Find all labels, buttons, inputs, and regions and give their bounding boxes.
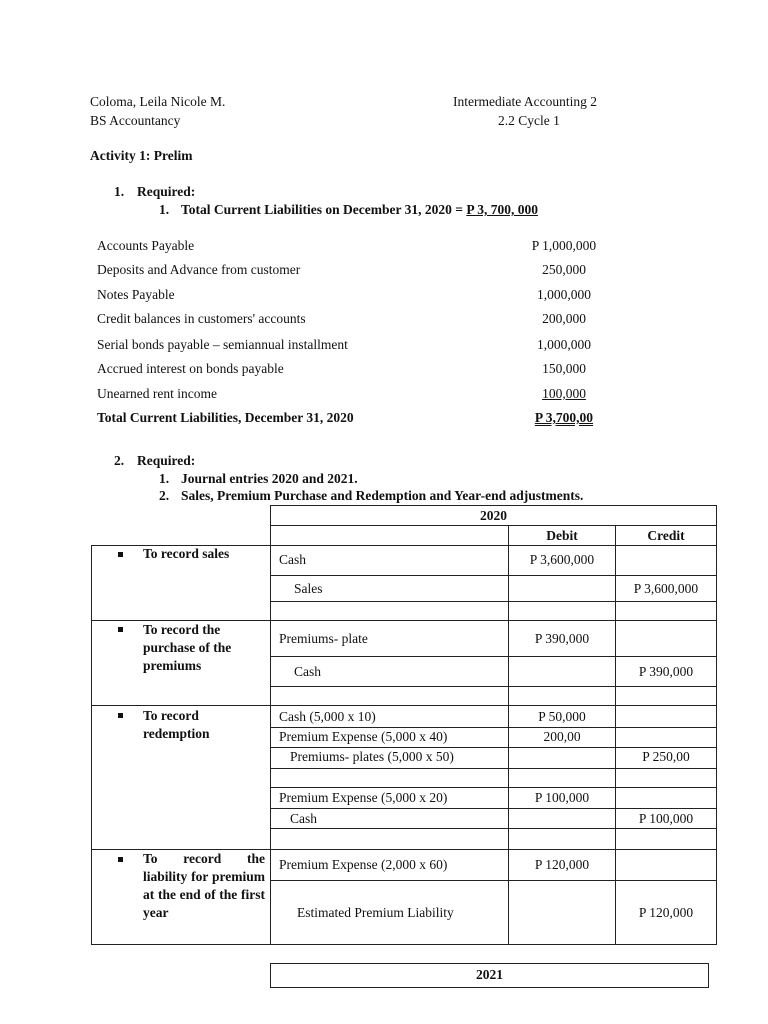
account-premiums-plate: Premiums- plate: [279, 631, 368, 646]
part2-sub-number-1: 1.: [159, 471, 170, 486]
account-estimated-premium-liability: Estimated Premium Liability: [297, 905, 454, 920]
liability-label-2: Deposits and Advance from customer: [97, 262, 301, 277]
part1-question: [181, 202, 538, 218]
row-line: [270, 747, 717, 748]
activity-title: Activity 1: Prelim: [90, 148, 193, 163]
part2-sub-number-2: 2.: [159, 488, 170, 503]
debit-amount: 200,00: [543, 729, 581, 744]
liability-label-7: Unearned rent income: [97, 386, 217, 401]
account-premium-expense: Premium Expense (5,000 x 20): [279, 790, 448, 805]
part1-required-label: Required:: [137, 184, 196, 199]
row-line: [270, 787, 717, 788]
liability-amount-4: 200,000: [542, 311, 586, 326]
year-header-2021: 2021: [270, 963, 709, 988]
row-line: [270, 620, 717, 621]
section: 2.2 Cycle 1: [498, 113, 560, 128]
credit-amount: P 3,600,000: [633, 581, 699, 596]
credit-amount: P 120,000: [638, 905, 694, 920]
entries-grid: [270, 545, 717, 945]
liability-label-5: Serial bonds payable – semiannual installment: [97, 337, 348, 352]
debit-amount: P 3,600,000: [529, 552, 595, 567]
student-name: Coloma, Leila Nicole M.: [90, 94, 226, 109]
liability-label-3: Notes Payable: [97, 287, 175, 302]
liability-amount-6: 150,000: [542, 361, 586, 376]
liability-amount-5: 1,000,000: [537, 337, 591, 352]
liability-amount-2: 250,000: [542, 262, 586, 277]
account-cash: Cash: [279, 552, 306, 567]
row-line: [270, 686, 717, 687]
part1-sub-number: 1.: [159, 202, 170, 217]
description-sales: To record sales: [143, 546, 230, 561]
account-premium-expense: Premium Expense (2,000 x 60): [279, 857, 448, 872]
credit-column-line: [615, 545, 616, 945]
total-liabilities-amount: P 3,700,00: [534, 410, 594, 425]
row-line: [270, 705, 717, 706]
account-premiums-plates: Premiums- plates (5,000 x 50): [290, 749, 454, 764]
credit-amount: P 100,000: [638, 811, 694, 826]
total-liabilities-label: Total Current Liabilities, December 31, 2020: [97, 410, 354, 425]
description-purchase: To record the purchase of the premiums: [143, 622, 232, 673]
account-cash: Cash: [294, 664, 321, 679]
part1-number: 1.: [114, 184, 125, 199]
part2-sub-text-2: Sales, Premium Purchase and Redemption and Year-end adjustments.: [181, 488, 584, 503]
debit-column-line: [508, 545, 509, 945]
credit-header: Credit: [615, 525, 717, 546]
account-premium-expense: Premium Expense (5,000 x 40): [279, 729, 448, 744]
liability-label-4: Credit balances in customers' accounts: [97, 311, 306, 326]
year-header-2020: 2020: [270, 505, 717, 526]
row-line: [270, 575, 717, 576]
part1-answer: P 3, 700, 000: [466, 202, 538, 217]
part1-question-text: Total Current Liabilities on December 31, 2020 =: [181, 202, 467, 217]
bullet-icon: [118, 627, 123, 632]
account-sales: Sales: [294, 581, 323, 596]
row-line: [270, 601, 717, 602]
debit-header: Debit: [508, 525, 616, 546]
bullet-icon: [118, 713, 123, 718]
row-line: [270, 727, 717, 728]
liability-amount-7: 100,000: [542, 386, 586, 401]
description-redemption: To record redemption: [143, 708, 210, 741]
row-line: [270, 849, 717, 850]
liability-label-6: Accrued interest on bonds payable: [97, 361, 284, 376]
row-line: [270, 656, 717, 657]
account-cash-redemption: Cash (5,000 x 10): [279, 709, 376, 724]
debit-amount: P 50,000: [538, 709, 586, 724]
row-line: [270, 808, 717, 809]
liability-amount-3: 1,000,000: [537, 287, 591, 302]
bullet-icon: [118, 857, 123, 862]
row-line: [270, 880, 717, 881]
part2-required-label: Required:: [137, 453, 196, 468]
liability-amount-1: P 1,000,000: [531, 238, 597, 253]
part2-number: 2.: [114, 453, 125, 468]
debit-amount: P 390,000: [534, 631, 590, 646]
bullet-icon: [118, 552, 123, 557]
row-line: [270, 828, 717, 829]
subject: Intermediate Accounting 2: [453, 94, 597, 109]
header-blank-cell: [270, 525, 509, 546]
credit-amount: P 250,00: [642, 749, 690, 764]
course: BS Accountancy: [90, 113, 181, 128]
description-liability: To record the liability for premium at the end of the first year: [143, 851, 265, 920]
row-line: [270, 768, 717, 769]
account-cash: Cash: [290, 811, 317, 826]
part2-sub-text-1: Journal entries 2020 and 2021.: [181, 471, 358, 486]
liability-label-1: Accounts Payable: [97, 238, 195, 253]
credit-amount: P 390,000: [638, 664, 694, 679]
debit-amount: P 100,000: [534, 790, 590, 805]
debit-amount: P 120,000: [534, 857, 590, 872]
